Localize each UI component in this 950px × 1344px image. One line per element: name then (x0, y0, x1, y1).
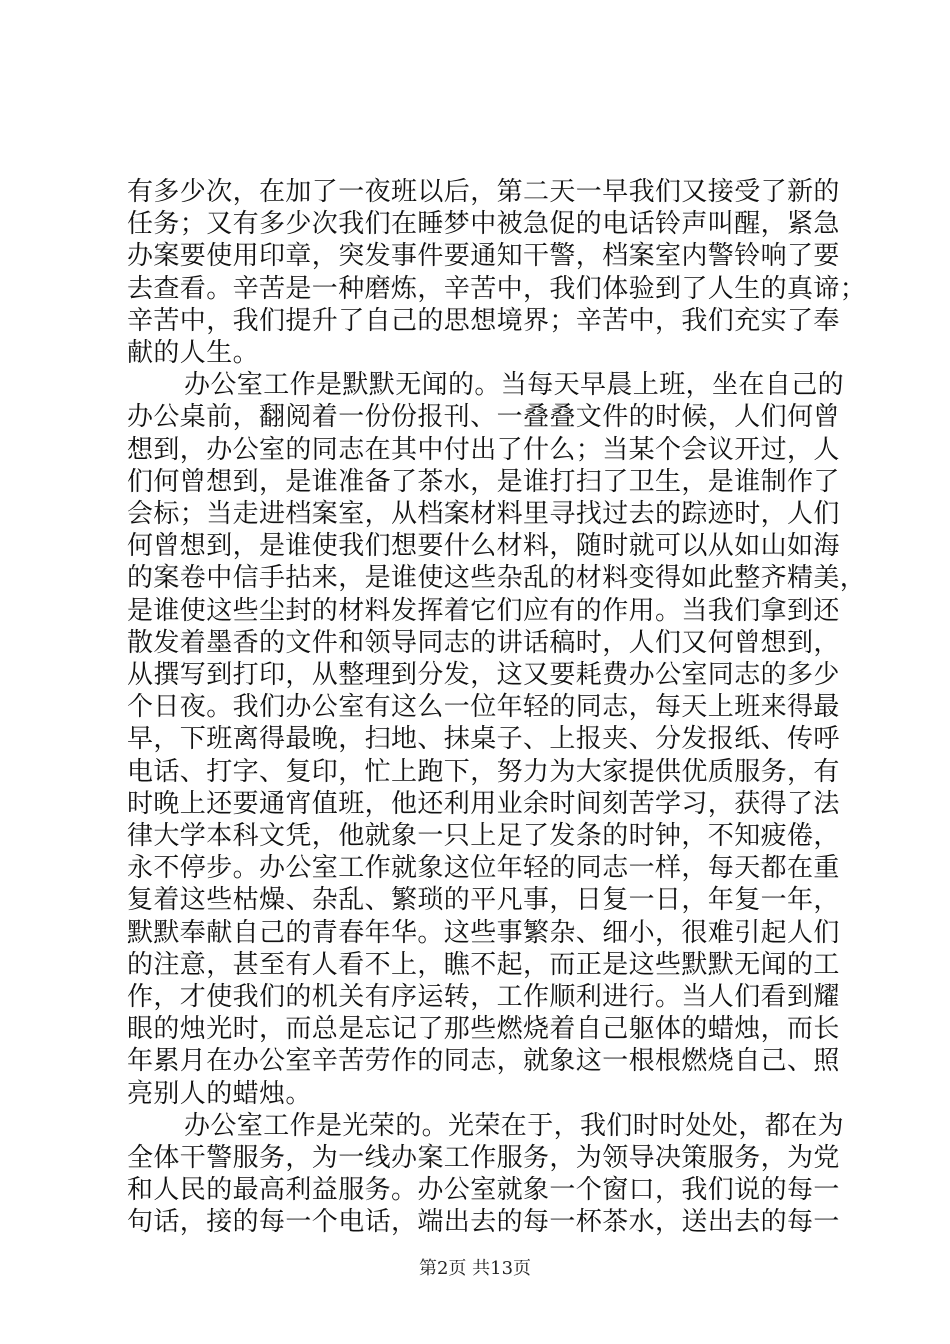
text-line: 句话，接的每一个电话，端出去的每一杯茶水，送出去的每一 (127, 1207, 840, 1238)
text-line: 有多少次，在加了一夜班以后，第二天一早我们又接受了新的 (127, 177, 840, 207)
text-line: 个日夜。我们办公室有这么一位年轻的同志，每天上班来得最 (127, 692, 840, 723)
text-line: 是谁使这些尘封的材料发挥着它们应有的作用。当我们拿到还 (127, 595, 840, 626)
text-line: 辛苦中，我们提升了自己的思想境界；辛苦中，我们充实了奉 (127, 305, 840, 336)
paragraph-first-line: 办公室工作是默默无闻的。当每天早晨上班，坐在自己的 (184, 370, 845, 401)
text-line: 会标；当走进档案室，从档案材料里寻找过去的踪迹时，人们 (127, 499, 840, 529)
text-line: 早，下班离得最晚，扫地、抹桌子、上报夹、分发报纸、传呼 (127, 724, 840, 755)
text-line: 全体干警服务，为一线办案工作服务，为领导决策服务，为党 (127, 1143, 840, 1173)
text-line: 去查看。辛苦是一种磨炼，辛苦中，我们体验到了人生的真谛； (127, 273, 867, 304)
text-line: 年累月在办公室辛苦劳作的同志，就象这一根根燃烧自己、照 (127, 1046, 840, 1077)
text-line: 何曾想到，是谁使我们想要什么材料，随时就可以从如山如海 (127, 531, 840, 562)
text-line: 献的人生。 (127, 338, 260, 368)
text-line: 眼的烛光时，而总是忘记了那些燃烧着自己躯体的蜡烛，而长 (127, 1014, 840, 1045)
text-line: 的案卷中信手拈来，是谁使这些杂乱的材料变得如此整齐精美， (127, 563, 867, 594)
text-line: 电话、打字、复印，忙上跑下，努力为大家提供优质服务，有 (127, 756, 840, 787)
text-line: 散发着墨香的文件和领导同志的讲话稿时，人们又何曾想到， (127, 627, 840, 658)
text-line: 办公桌前，翻阅着一份份报刊、一叠叠文件的时候，人们何曾 (127, 402, 840, 433)
text-line: 的注意，甚至有人看不上，瞧不起，而正是这些默默无闻的工 (127, 949, 840, 980)
text-line: 和人民的最高利益服务。办公室就象一个窗口，我们说的每一 (127, 1175, 840, 1206)
text-line: 作，才使我们的机关有序运转，工作顺利进行。当人们看到耀 (127, 982, 840, 1012)
text-line: 复着这些枯燥、杂乱、繁琐的平凡事，日复一日，年复一年， (127, 885, 840, 916)
text-line: 亮别人的蜡烛。 (127, 1078, 312, 1109)
paragraph-first-line: 办公室工作是光荣的。光荣在于，我们时时处处，都在为 (184, 1110, 845, 1141)
text-line: 任务；又有多少次我们在睡梦中被急促的电话铃声叫醒，紧急 (127, 209, 840, 240)
text-line: 想到，办公室的同志在其中付出了什么；当某个会议开过，人 (127, 434, 840, 465)
text-line: 们何曾想到，是谁准备了茶水，是谁打扫了卫生，是谁制作了 (127, 466, 840, 497)
text-line: 永不停步。办公室工作就象这位年轻的同志一样，每天都在重 (127, 853, 840, 884)
text-line: 时晚上还要通宵值班，他还利用业余时间刻苦学习，获得了法 (127, 788, 840, 819)
text-line: 默默奉献自己的青春年华。这些事繁杂、细小，很难引起人们 (127, 917, 840, 948)
text-line: 办案要使用印章，突发事件要通知干警，档案室内警铃响了要 (127, 241, 840, 272)
page-number-footer: 第2页 共13页 (418, 1257, 532, 1279)
text-line: 从撰写到打印，从整理到分发，这又要耗费办公室同志的多少 (127, 660, 840, 690)
text-line: 律大学本科文凭，他就象一只上足了发条的时钟，不知疲倦， (127, 821, 840, 851)
